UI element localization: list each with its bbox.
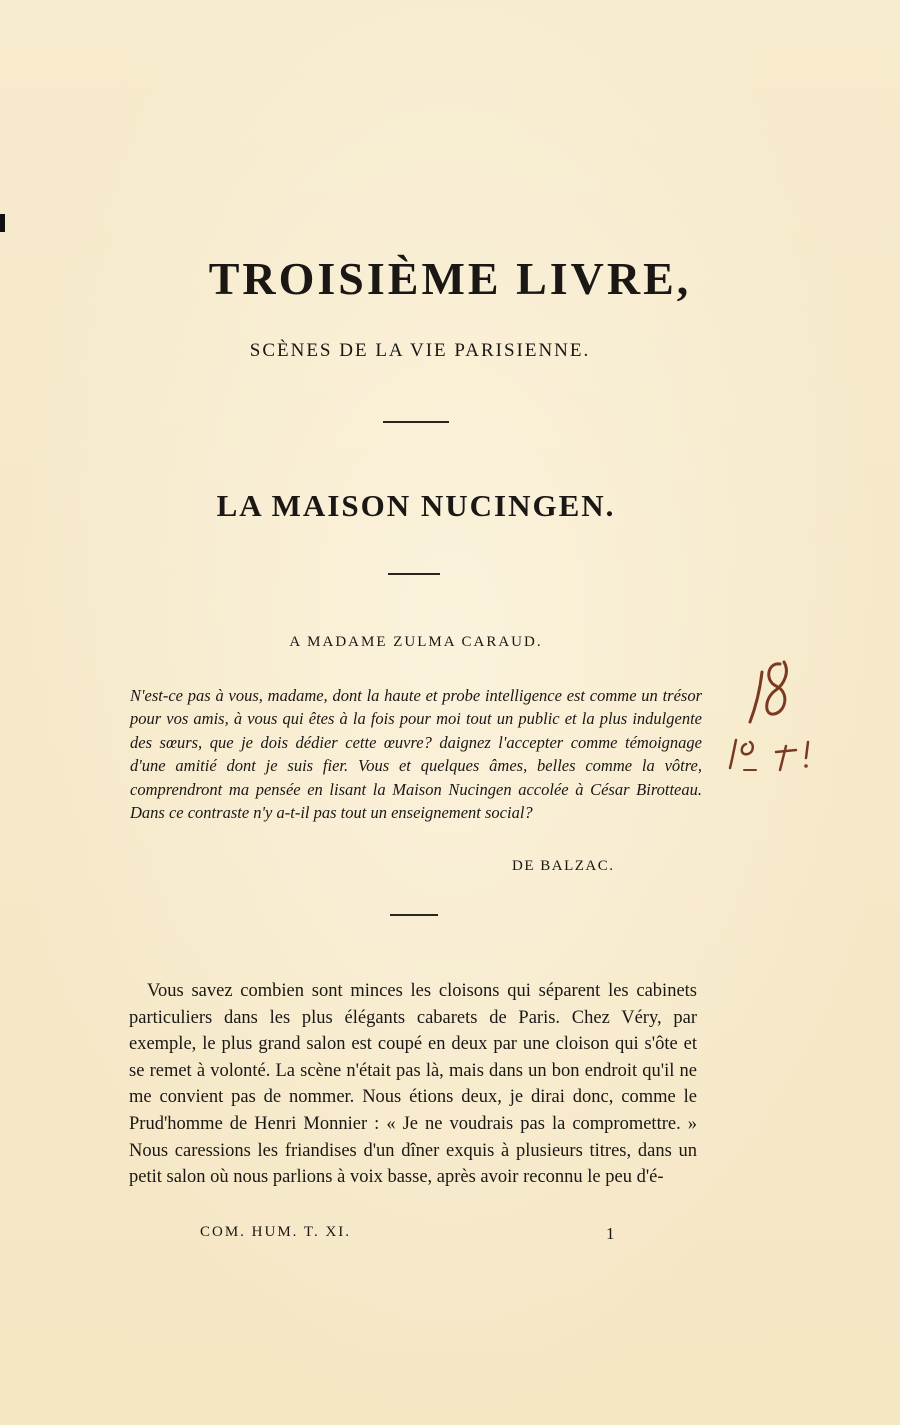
divider-rule	[390, 914, 438, 916]
signature-mark: COM. HUM. T. XI.	[200, 1224, 352, 1240]
work-title: LA MAISON NUCINGEN.	[216, 488, 616, 523]
chapter-opening-paragraph	[129, 978, 697, 1191]
binding-mark	[0, 214, 5, 232]
divider-rule	[388, 573, 440, 575]
author-signature: DE BALZAC.	[512, 858, 615, 874]
dedication-text: N'est-ce pas à vous, madame, dont la haute et probe intelligence est comme un trésor pour vos amis, à vous qui êtes à la fois pour moi tout un public et la plus indulgente des sœurs, que je dois dédier cette œuvre? daignez l'accepter comme témoignage d'une amitié dont je suis fier. Vous et quelques âmes, belles comme la vôtre, comprendront ma pensée en lisant la Maison Nucingen accolée à César Birotteau. Dans ce contraste n'y a-t-il pas tout un enseignement social?	[130, 686, 702, 823]
part-title: SCÈNES DE LA VIE PARISIENNE.	[249, 340, 591, 361]
handwritten-annotation	[720, 650, 840, 780]
page-number: 1	[606, 1224, 615, 1243]
book-title: TROISIÈME LIVRE,	[208, 253, 692, 304]
dedication-heading: A MADAME ZULMA CARAUD.	[289, 634, 543, 650]
divider-rule	[383, 421, 449, 423]
paragraph-text: Vous savez combien sont minces les cloisons qui séparent les cabinets particuliers dans les plus élégants cabarets de Paris. Chez Véry, par exemple, le plus grand salon est coupé en deux par une cloison qui s'ôte et se remet à volonté. La scène n'était pas là, mais dans un bon endroit qu'il ne me convient pas de nommer. Nous étions deux, je dirai donc, comme le Prud'homme de Henri Monnier : « Je ne voudrais pas la compromettre. » Nous caressions les friandises d'un dîner exquis à plusieurs titres, dans un petit salon où nous parlions à voix basse, après avoir reconnu le peu d'é-	[129, 981, 697, 1188]
